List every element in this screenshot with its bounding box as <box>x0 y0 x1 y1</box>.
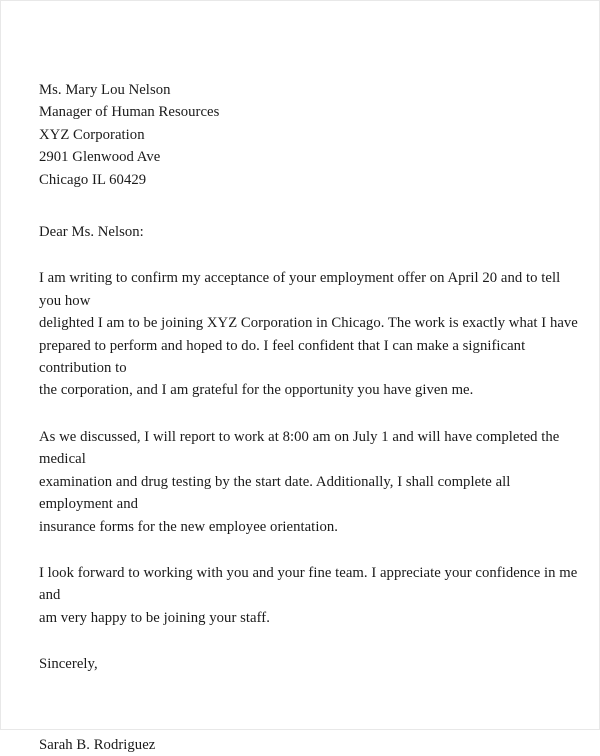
signature-name: Sarah B. Rodriguez <box>39 736 156 753</box>
recipient-address-block <box>39 79 583 191</box>
salutation <box>39 221 583 243</box>
recipient-company: XYZ Corporation <box>39 126 145 143</box>
paragraph-2 <box>39 426 583 538</box>
paragraph-3-line-2: am very happy to be joining your staff. <box>39 609 270 626</box>
paragraph-3 <box>39 562 583 629</box>
recipient-city-state-zip: Chicago IL 60429 <box>39 171 147 188</box>
spacer-before-paragraph-2 <box>39 402 583 426</box>
spacer-before-salutation <box>39 191 583 221</box>
recipient-name: Ms. Mary Lou Nelson <box>39 82 171 98</box>
paragraph-1-line-1: I am writing to confirm my acceptance of your employment offer on April 20 and to tell you how <box>39 270 561 309</box>
paragraph-2-line-2: examination and drug testing by the start date. Additionally, I shall complete all employment and <box>39 473 511 513</box>
paragraph-1 <box>39 267 583 401</box>
paragraph-2-line-1: As we discussed, I will report to work at 8:00 am on July 1 and will have completed the medical <box>39 428 560 468</box>
salutation-text: Dear Ms. Nelson: <box>39 224 144 241</box>
letter-body <box>39 79 583 756</box>
spacer-before-paragraph-1 <box>39 243 583 267</box>
paragraph-1-line-2: delighted I am to be joining XYZ Corporation in Chicago. The work is exactly what I have <box>39 315 578 332</box>
paragraph-2-line-3: insurance forms for the new employee orientation. <box>39 518 338 535</box>
signature-space <box>39 676 583 734</box>
signature-block <box>39 734 583 756</box>
closing <box>39 653 583 675</box>
recipient-title: Manager of Human Resources <box>39 104 220 121</box>
spacer-before-paragraph-3 <box>39 538 583 562</box>
paragraph-1-line-3: prepared to perform and hoped to do. I feel confident that I can make a significant contribution to <box>39 337 526 377</box>
recipient-street: 2901 Glenwood Ave <box>39 149 161 166</box>
paragraph-1-line-4: the corporation, and I am grateful for the opportunity you have given me. <box>39 382 474 399</box>
spacer-before-closing <box>39 629 583 653</box>
paragraph-3-line-1: I look forward to working with you and your fine team. I appreciate your confidence in me and <box>39 564 578 604</box>
closing-text: Sincerely, <box>39 656 98 673</box>
